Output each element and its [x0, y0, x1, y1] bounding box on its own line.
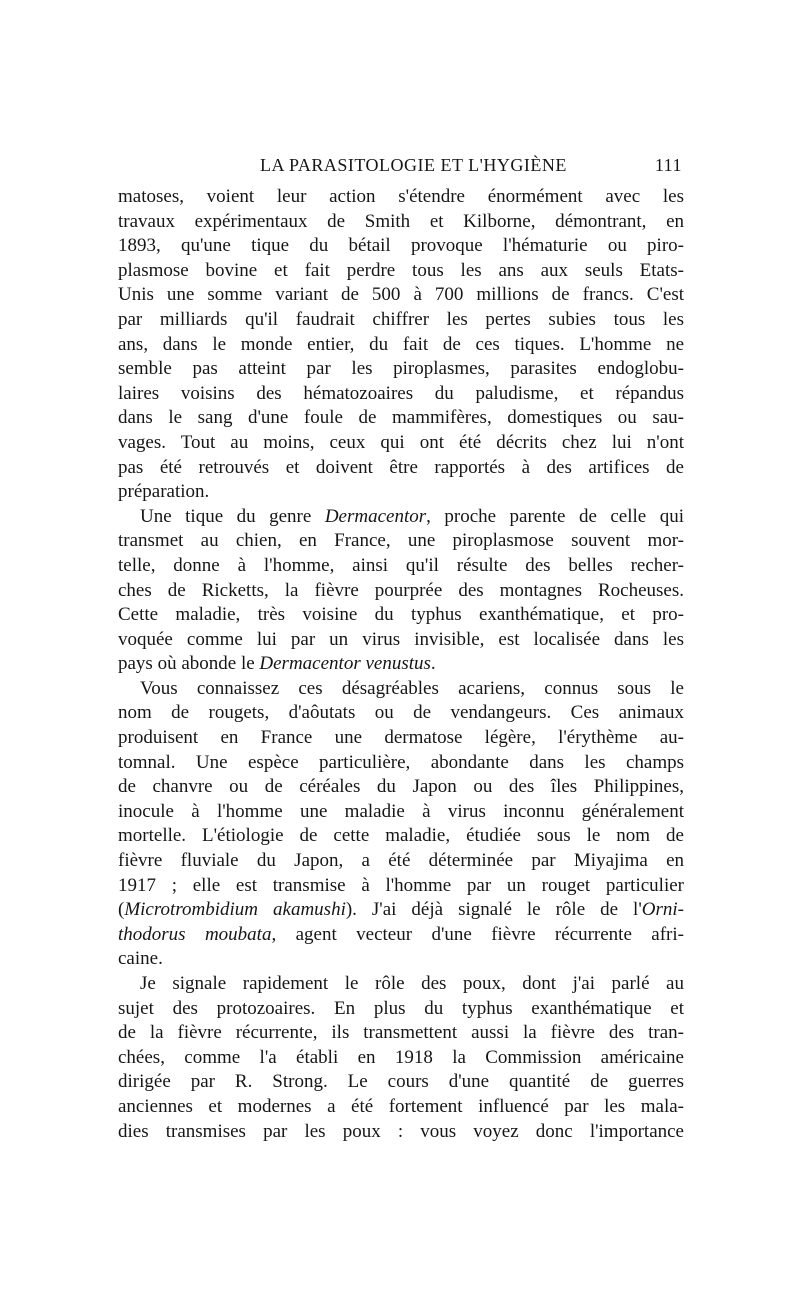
page-number: 111 [654, 155, 682, 175]
text-run: ( [118, 899, 125, 921]
book-page [118, 153, 684, 1144]
text-line: ans, dans le monde entier, du fait de ces tiques. L'homme ne [118, 333, 684, 355]
italic-genus-name: Dermacentor [324, 505, 427, 527]
text-line: 1893, qu'une tique du bétail provoque l'hématurie ou piro- [118, 235, 684, 257]
text-line: dans le sang d'une foule de mammifères, domestiques ou sau- [118, 407, 684, 429]
text-line: mortelle. L'étiologie de cette maladie, étudiée sous le nom de [118, 825, 684, 847]
text-line: caine. [118, 948, 163, 970]
text-line [118, 652, 684, 677]
text-line: dies transmises par les poux : vous voyez donc l'importance [118, 1120, 684, 1142]
text-run: pays où abonde le [118, 653, 260, 675]
text-line: telle, donne à l'homme, ainsi qu'il résulte des belles recher- [118, 554, 684, 576]
text-line: laires voisins des hématozoaires du paludisme, et répandus [118, 382, 684, 404]
text-line: Unis une somme variant de 500 à 700 millions de francs. C'est [118, 284, 684, 306]
text-line: par milliards qu'il faudrait chiffrer les pertes subies tous les [118, 308, 684, 330]
text-line: de la fièvre récurrente, ils transmettent aussi la fièvre des tran- [118, 1022, 684, 1044]
text-line: tomnal. Une espèce particulière, abondante dans les champs [118, 751, 684, 773]
text-line: pas été retrouvés et doivent être rapportés à des artifices de [118, 456, 684, 478]
text-line: 1917 ; elle est transmise à l'homme par un rouget particulier [118, 874, 684, 896]
text-line: travaux expérimentaux de Smith et Kilborne, démontrant, en [118, 210, 684, 232]
text-line: Vous connaissez ces désagréables acariens, connus sous le [140, 677, 684, 699]
italic-species-name: Dermacentor venustus [259, 653, 431, 675]
text-line: produisent en France une dermatose légère, l'érythème au- [118, 727, 684, 749]
text-line: de chanvre ou de céréales du Japon ou des îles Philippines, [118, 776, 684, 798]
text-line [118, 923, 684, 948]
text-line: anciennes et modernes a été fortement influencé par les mala- [118, 1095, 684, 1117]
text-line: fièvre fluviale du Japon, a été déterminée par Miyajima en [118, 850, 684, 872]
running-head [118, 153, 684, 183]
text-line: matoses, voient leur action s'étendre énormément avec les [118, 186, 684, 207]
italic-species-name: Microtrombidium akamushi [124, 899, 346, 921]
text-line: transmet au chien, en France, une piroplasmose souvent mor- [118, 530, 684, 552]
text-run: . [430, 653, 436, 675]
text-line: sujet des protozoaires. En plus du typhus exanthématique et [118, 997, 684, 1019]
text-line: plasmose bovine et fait perdre tous les ans aux seuls Etats- [118, 259, 684, 281]
running-title: LA PARASITOLOGIE ET L'HYGIÈNE [260, 155, 567, 175]
italic-genus-name: Orni- [641, 899, 684, 921]
text-line: chées, comme l'a établi en 1918 la Commission américaine [118, 1046, 684, 1068]
text-line: nom de rougets, d'aôutats ou de vendangeurs. Ces animaux [118, 702, 684, 724]
text-line: Cette maladie, très voisine du typhus exanthématique, et pro- [118, 604, 684, 626]
text-line [118, 898, 684, 923]
text-run: , proche parente de celle qui [426, 505, 684, 527]
text-line [118, 505, 684, 530]
body-text [118, 185, 684, 1144]
text-line: préparation. [118, 481, 210, 503]
italic-species-name: thodorus moubata [118, 923, 272, 945]
text-line: ches de Ricketts, la fièvre pourprée des montagnes Rocheuses. [118, 579, 684, 601]
text-line: inocule à l'homme une maladie à virus inconnu généralement [118, 800, 684, 822]
text-line: Je signale rapidement le rôle des poux, dont j'ai parlé au [140, 973, 684, 994]
text-line: dirigée par R. Strong. Le cours d'une quantité de guerres [118, 1071, 684, 1093]
text-line: semble pas atteint par les piroplasmes, parasites endoglobu- [118, 358, 684, 380]
text-run: , agent vecteur d'une fièvre récurrente afri- [271, 923, 684, 945]
text-run: ). J'ai déjà signalé le rôle de l' [345, 899, 642, 921]
text-run: Une tique du genre [140, 505, 325, 527]
text-line: voquée comme lui par un virus invisible, est localisée dans les [118, 628, 684, 650]
text-line: vages. Tout au moins, ceux qui ont été décrits chez lui n'ont [118, 431, 684, 453]
